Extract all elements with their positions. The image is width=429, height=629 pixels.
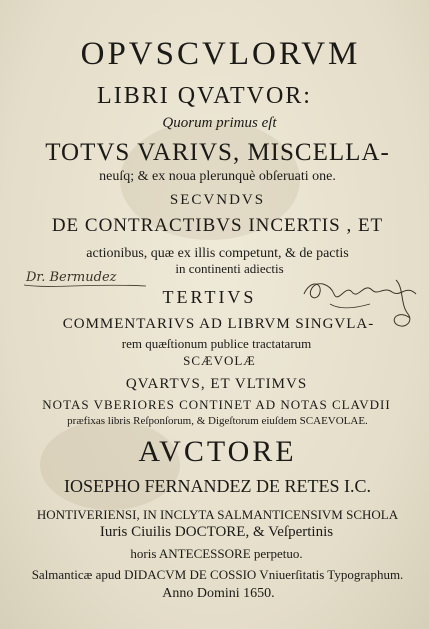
title-line-2: LIBRI QVATVOR: <box>97 83 312 109</box>
title-line-1: OPVSCVLORVM <box>80 36 361 72</box>
author-heading: AVCTORE <box>138 435 297 468</box>
title-line-15: NOTAS VBERIORES CONTINET AD NOTAS CLAVDII <box>42 397 391 412</box>
handwritten-signature <box>22 263 150 291</box>
handwritten-flourish <box>300 274 426 334</box>
title-line-3: Quorum primus eſt <box>162 115 277 131</box>
title-line-8: actionibus, quæ ex illis competunt, & de pactis <box>86 246 349 261</box>
imprint-year: Anno Domini 1650. <box>162 586 275 601</box>
title-line-9: in continenti adiectis <box>175 261 284 276</box>
title-line-4: TOTVS VARIVS, MISCELLA- <box>45 139 390 166</box>
title-line-16: præfixas libris Reſponſorum, & Digeſtorum eiuſdem SCAEVOLAE. <box>67 415 368 427</box>
author-position: horis ANTECESSORE perpetuo. <box>130 546 303 561</box>
author-affiliation: HONTIVERIENSI, IN INCLYTA SALMANTICENSIVM SCHOLA <box>36 507 399 522</box>
title-line-11: COMMENTARIVS AD LIBRVM SINGVLA- <box>62 316 375 332</box>
title-line-14: QVARTVS, ET VLTIMVS <box>125 376 308 392</box>
title-line-6: SECVNDVS <box>169 192 266 208</box>
imprint-printer: Salmanticæ apud DIDACVM DE COSSIO Vniuerſitatis Typographum. <box>31 567 404 582</box>
signature-text: Dr. Bermudez <box>26 270 117 285</box>
title-line-10: TERTIVS <box>162 287 257 307</box>
title-line-12: rem quæſtionum publice tractatarum <box>121 336 312 351</box>
title-line-5: neuſq; & ex noua plerunquè obſeruati one. <box>99 169 336 184</box>
title-line-13: SCÆVOLÆ <box>183 353 256 368</box>
author-name: IOSEPHO FERNANDEZ DE RETES I.C. <box>63 476 371 496</box>
author-degree: Iuris Ciuilis DOCTORE, & Veſpertinis <box>99 524 334 540</box>
title-line-7: DE CONTRACTIBVS INCERTIS , ET <box>51 215 384 236</box>
